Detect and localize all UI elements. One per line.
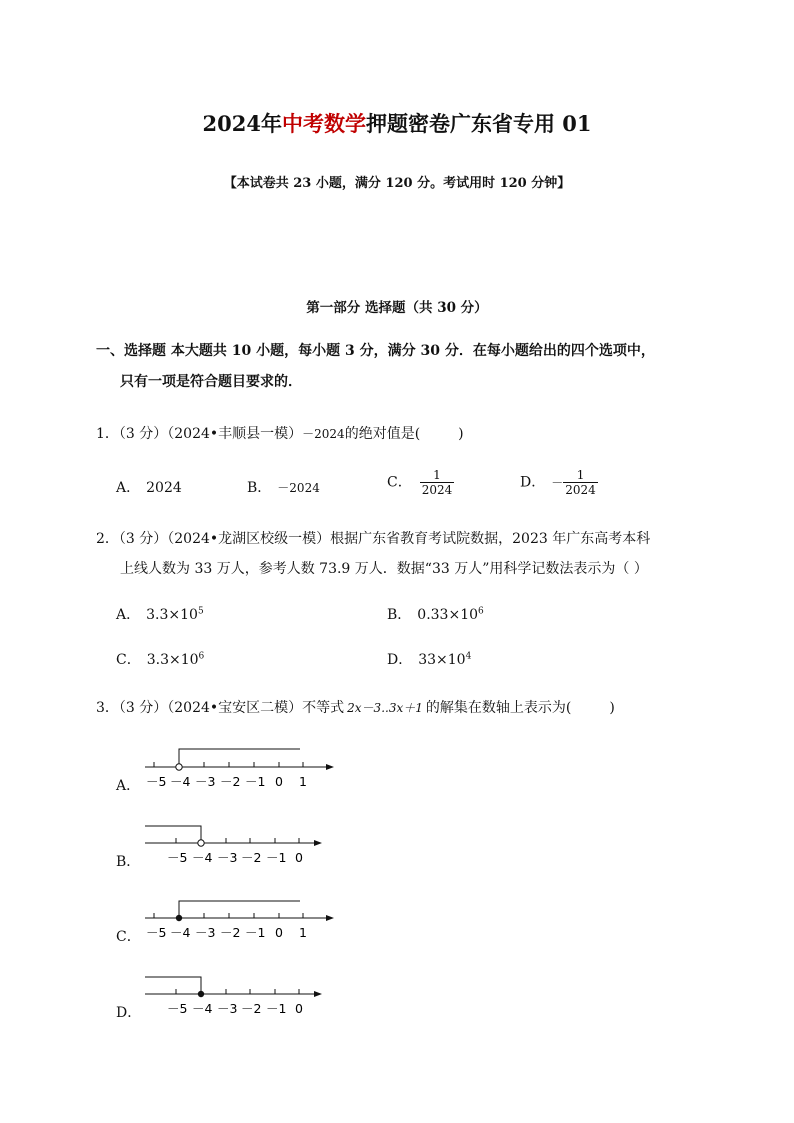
question-2-line2: 上线人数为 33 万人，参考人数 73.9 万人．数据“33 万人”用科学记数法表示为（ ） (120, 561, 648, 577)
denominator: 2024 (565, 483, 596, 497)
number-line-c (145, 901, 334, 940)
tick-label: －2 (241, 1001, 262, 1016)
numerator: 1 (433, 468, 441, 482)
option-label: B． (387, 607, 412, 623)
tick-label: －4 (170, 774, 191, 789)
tick-label: －4 (170, 925, 191, 940)
option-value: －2024 (277, 481, 320, 495)
tick-label: －2 (220, 925, 241, 940)
option-label: A． (116, 607, 141, 623)
tick-label: －1 (245, 774, 266, 789)
q1-stem-text: 的绝对值是 (344, 426, 415, 442)
exponent: 5 (197, 606, 204, 617)
exponent: 6 (478, 606, 484, 617)
exponent: 4 (465, 651, 472, 662)
option-value: 33×10 (418, 652, 466, 668)
option-label: B． (247, 480, 272, 496)
tick-label: －5 (146, 774, 167, 789)
tick-label: －4 (192, 850, 213, 865)
tick-label: －1 (266, 850, 287, 865)
option-value: 3.3×10 (146, 652, 199, 668)
tick-label: －2 (241, 850, 262, 865)
q1-source: 1．（3 分）（2024•丰顺县一模） (96, 426, 303, 442)
option-label: D． (116, 1005, 142, 1021)
tick-label: －3 (195, 925, 216, 940)
tick-label: －1 (245, 925, 266, 940)
option-label: A． (116, 480, 141, 496)
tick-label: －2 (220, 774, 241, 789)
tick-label: 1 (299, 774, 307, 789)
tick-label: －4 (192, 1001, 213, 1016)
q3-option-b[interactable] (116, 851, 140, 871)
question-2-line1: 2．（3 分）（2024•龙湖区校级一模）根据广东省教育考试院数据，2023 年广东高考本科 (96, 531, 651, 547)
tick-label: －1 (266, 1001, 287, 1016)
tick-label: 0 (275, 774, 283, 789)
exponent: 6 (198, 651, 205, 662)
option-label: A． (116, 778, 141, 794)
option-label: D． (520, 474, 546, 491)
option-value: 0.33×10 (417, 607, 479, 623)
part-heading: 第一部分 选择题（共 30 分） (306, 300, 488, 316)
tick-label: 0 (275, 925, 283, 940)
option-label: C． (116, 929, 141, 945)
tick-label: 0 (295, 850, 303, 865)
tick-label: －5 (167, 850, 188, 865)
number-line-a (145, 749, 334, 789)
tick-label: 1 (299, 925, 307, 940)
q1-expr: －2024 (302, 427, 345, 441)
title-suffix: 押题密卷广东省专用 01 (365, 111, 592, 136)
tick-label: －5 (146, 925, 167, 940)
tick-label: －3 (217, 1001, 238, 1016)
tick-label: 0 (295, 1001, 303, 1016)
exam-info: 【本试卷共 23 小题，满分 120 分。考试用时 120 分钟】 (223, 176, 571, 191)
option-label: C． (387, 474, 412, 491)
denominator: 2024 (421, 483, 453, 497)
section-instructions-line1: 一、选择题 本大题共 10 小题，每小题 3 分，满分 30 分．在每小题给出的四个选项中， (96, 343, 655, 359)
option-value: 3.3×10 (146, 607, 198, 623)
q3-option-d[interactable] (116, 1002, 141, 1022)
tick-label: －3 (195, 774, 216, 789)
numerator: 1 (576, 468, 585, 482)
q3-open-paren: ( (565, 700, 572, 716)
q3-inequality: 2x－3..3x＋1 (347, 701, 423, 715)
q3-stem-text: 的解集在数轴上表示为 (425, 700, 566, 716)
q3-close-paren: ) (609, 700, 615, 716)
q3-source: 3．（3 分）（2024•宝安区二模）不等式 (96, 700, 345, 716)
q3-option-c[interactable] (116, 926, 141, 946)
number-line-b (145, 826, 322, 865)
q1-close-paren: ) (458, 426, 464, 442)
title-highlight: 中考数学 (281, 111, 366, 136)
negative-sign: － (551, 475, 564, 490)
tick-label: －3 (217, 850, 238, 865)
title-prefix: 2024年 (202, 111, 282, 136)
option-value: 2024 (146, 480, 182, 496)
section-instructions-line2: 只有一项是符合题目要求的． (120, 374, 302, 390)
option-label: C． (116, 652, 141, 668)
number-line-d (145, 977, 322, 1016)
q1-open-paren: ( (414, 426, 421, 442)
option-label: B． (116, 854, 141, 870)
option-label: D． (387, 652, 413, 668)
tick-label: －5 (167, 1001, 188, 1016)
